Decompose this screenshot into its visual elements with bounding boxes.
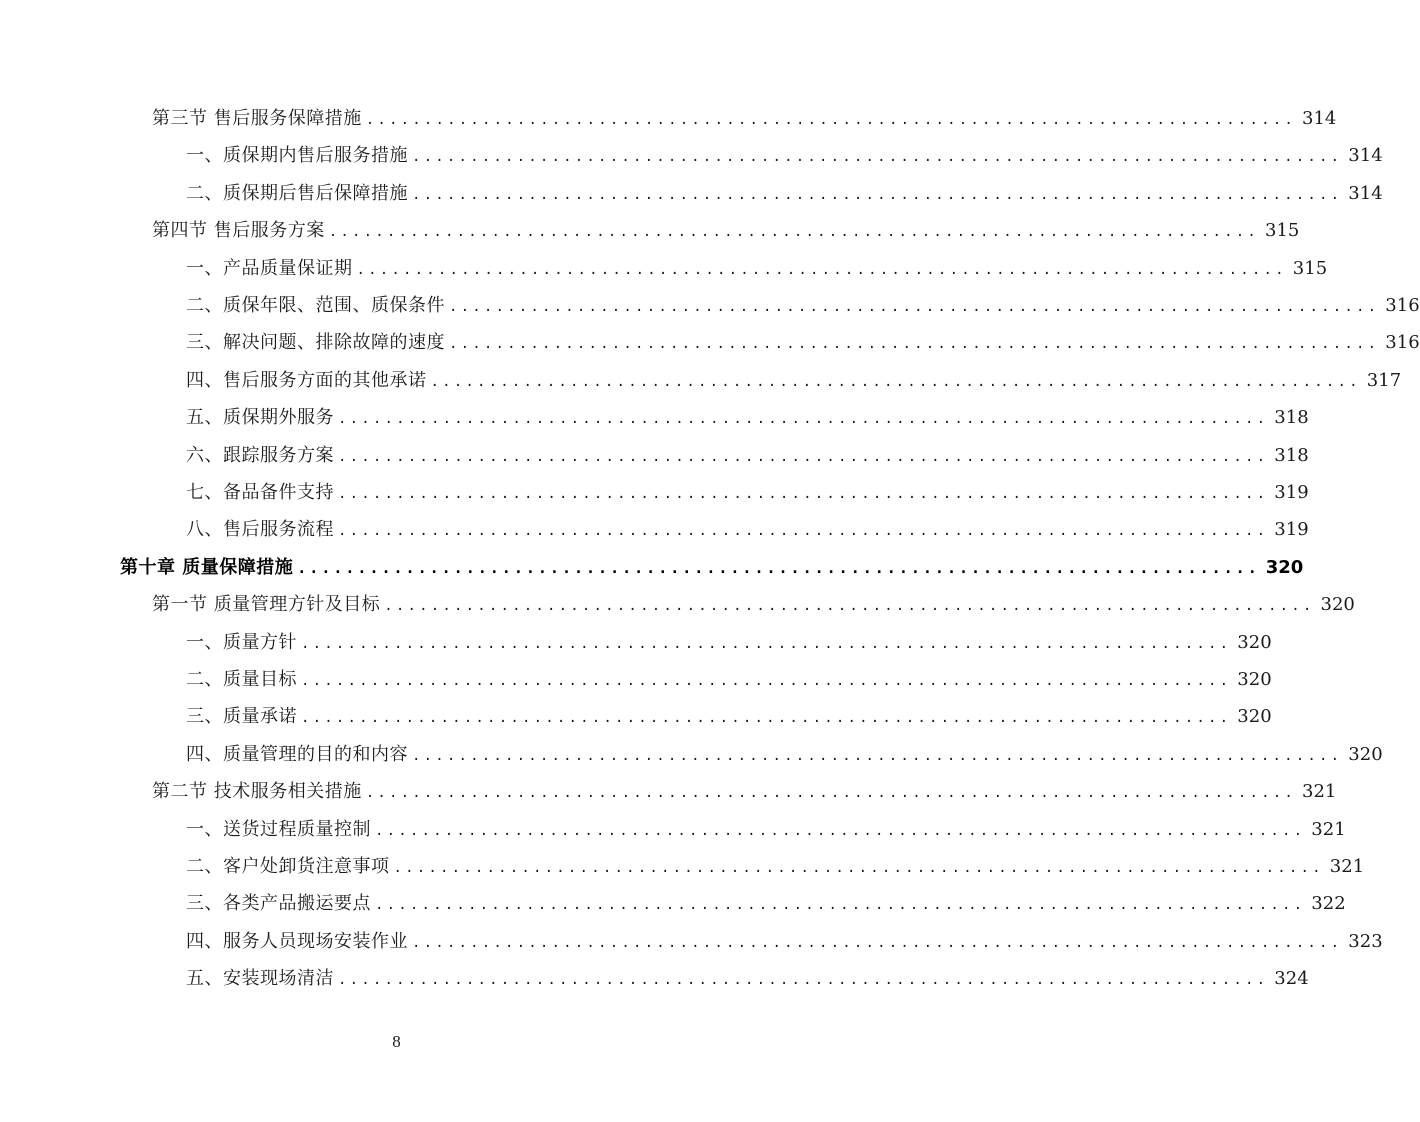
toc-dot-leader: ................................................................................: [375, 897, 1306, 914]
toc-entry-page: 320: [1320, 594, 1355, 616]
toc-entry-page: 322: [1311, 893, 1346, 915]
toc-dot-leader: ................................................................................: [338, 523, 1269, 540]
toc-dot-leader: ................................................................................: [384, 598, 1315, 615]
toc-dot-leader: ................................................................................: [338, 411, 1269, 428]
toc-entry-page: 314: [1348, 145, 1383, 167]
toc-entry-page: 320: [1237, 669, 1272, 690]
toc-dot-leader: ................................................................................: [328, 224, 1260, 241]
toc-dot-leader: ................................................................................: [356, 261, 1287, 278]
toc-entry-page: 318: [1274, 407, 1309, 429]
toc-entry-page: 320: [1237, 631, 1272, 653]
toc-entry[interactable]: [186, 511, 1309, 548]
toc-entry[interactable]: [186, 736, 1383, 773]
toc-dot-leader: ................................................................................: [375, 822, 1306, 839]
toc-entry-page: 323: [1348, 930, 1383, 952]
toc-dot-leader: ................................................................................: [301, 635, 1232, 652]
toc-dot-leader: ................................................................................: [412, 747, 1343, 764]
toc-entry-page: 314: [1348, 182, 1383, 204]
toc-dot-leader: ................................................................................: [301, 673, 1232, 689]
toc-entry[interactable]: [186, 399, 1309, 436]
toc-entry-page: 318: [1274, 444, 1309, 466]
toc-entry-title: 一、送货过程质量控制: [186, 818, 371, 840]
toc-entry-title: 二、质保年限、范围、质保条件: [186, 295, 445, 316]
toc-entry-page: 321: [1311, 818, 1346, 840]
toc-entry-page: 320: [1237, 706, 1272, 728]
toc-entry-page: 321: [1302, 781, 1337, 803]
toc-entry[interactable]: [186, 848, 1365, 885]
toc-entry[interactable]: [152, 212, 1300, 249]
toc-dot-leader: ................................................................................: [338, 448, 1269, 465]
toc-entry-title: 一、质量方针: [186, 631, 297, 653]
toc-entry[interactable]: [186, 287, 1420, 324]
toc-entry-title: 三、解决问题、排除故障的速度: [186, 332, 445, 354]
toc-entry-page: 324: [1274, 968, 1309, 990]
toc-entry-page: 316: [1385, 295, 1420, 316]
toc-dot-leader: ................................................................................: [338, 972, 1269, 989]
toc-entry-page: 320: [1348, 743, 1383, 765]
toc-entry-title: 五、安装现场清洁: [186, 968, 334, 990]
toc-entry[interactable]: [152, 586, 1355, 623]
toc-dot-leader: ................................................................................: [365, 112, 1297, 128]
toc-entry-title: 第四节 售后服务方案: [152, 220, 325, 242]
toc-entry-title: 四、质量管理的目的和内容: [186, 743, 408, 765]
toc-entry-title: 第二节 技术服务相关措施: [152, 781, 362, 803]
toc-entry-title: 六、跟踪服务方案: [186, 444, 334, 466]
toc-entry-title: 二、质保期后售后保障措施: [186, 182, 408, 204]
toc-entry[interactable]: [186, 661, 1272, 698]
toc-dot-leader: ................................................................................: [430, 373, 1361, 390]
toc-dot-leader: ................................................................................: [412, 149, 1343, 166]
toc-dot-leader: ................................................................................: [301, 710, 1232, 727]
toc-entry-title: 七、备品备件支持: [186, 482, 334, 503]
toc-entry[interactable]: [186, 960, 1309, 997]
toc-entry[interactable]: [186, 324, 1420, 361]
toc-entry-title: 五、质保期外服务: [186, 407, 334, 429]
toc-dot-leader: ................................................................................: [449, 299, 1380, 315]
toc-entry-page: 319: [1274, 519, 1309, 541]
toc-entry-title: 第三节 售后服务保障措施: [152, 108, 362, 129]
toc-entry[interactable]: [120, 549, 1304, 586]
toc-entry[interactable]: [186, 624, 1272, 661]
toc-entry[interactable]: [186, 885, 1346, 922]
toc-entry-title: 三、质量承诺: [186, 706, 297, 728]
toc-dot-leader: ................................................................................: [338, 486, 1269, 502]
toc-entry[interactable]: [186, 175, 1383, 212]
page-number: 8: [392, 1032, 401, 1051]
toc-dot-leader: ................................................................................: [393, 860, 1324, 876]
toc-entry[interactable]: [186, 923, 1383, 960]
toc-entry[interactable]: [186, 250, 1328, 287]
toc-entry[interactable]: [186, 362, 1402, 399]
toc-entry[interactable]: [186, 437, 1309, 474]
toc-entry[interactable]: [186, 811, 1346, 848]
toc-entry-page: 320: [1265, 556, 1304, 578]
toc-entry-page: 316: [1385, 332, 1420, 354]
toc-entry[interactable]: [152, 100, 1337, 137]
toc-entry-title: 第一节 质量管理方针及目标: [152, 594, 381, 616]
toc-entry[interactable]: [152, 773, 1337, 810]
toc-entry-page: 315: [1292, 257, 1328, 279]
toc-entry-page: 321: [1329, 856, 1365, 877]
toc-entry-title: 四、售后服务方面的其他承诺: [186, 369, 427, 391]
toc-entry-title: 一、产品质量保证期: [186, 257, 353, 279]
toc-entry-page: 314: [1302, 108, 1337, 129]
toc-entry-title: 四、服务人员现场安装作业: [186, 930, 408, 952]
toc-entry-title: 三、各类产品搬运要点: [186, 893, 371, 915]
toc-dot-leader: ................................................................................: [412, 934, 1343, 951]
toc-entry-title: 第十章 质量保障措施: [120, 556, 294, 578]
toc-entry[interactable]: [186, 474, 1309, 511]
toc-entry-title: 一、质保期内售后服务措施: [186, 145, 408, 167]
toc-entry[interactable]: [186, 698, 1272, 735]
toc-dot-leader: ................................................................................: [297, 558, 1260, 577]
toc-entry[interactable]: [186, 137, 1383, 174]
toc-entry-title: 八、售后服务流程: [186, 519, 334, 541]
toc-entry-page: 315: [1265, 220, 1300, 242]
toc-dot-leader: ................................................................................: [365, 785, 1297, 802]
toc-entry-page: 317: [1366, 369, 1402, 391]
toc-dot-leader: ................................................................................: [412, 186, 1343, 203]
toc-entry-page: 319: [1274, 482, 1309, 503]
toc-entry-title: 二、客户处卸货注意事项: [186, 856, 390, 877]
toc-entry-title: 二、质量目标: [186, 669, 297, 690]
toc-dot-leader: ................................................................................: [449, 336, 1380, 353]
